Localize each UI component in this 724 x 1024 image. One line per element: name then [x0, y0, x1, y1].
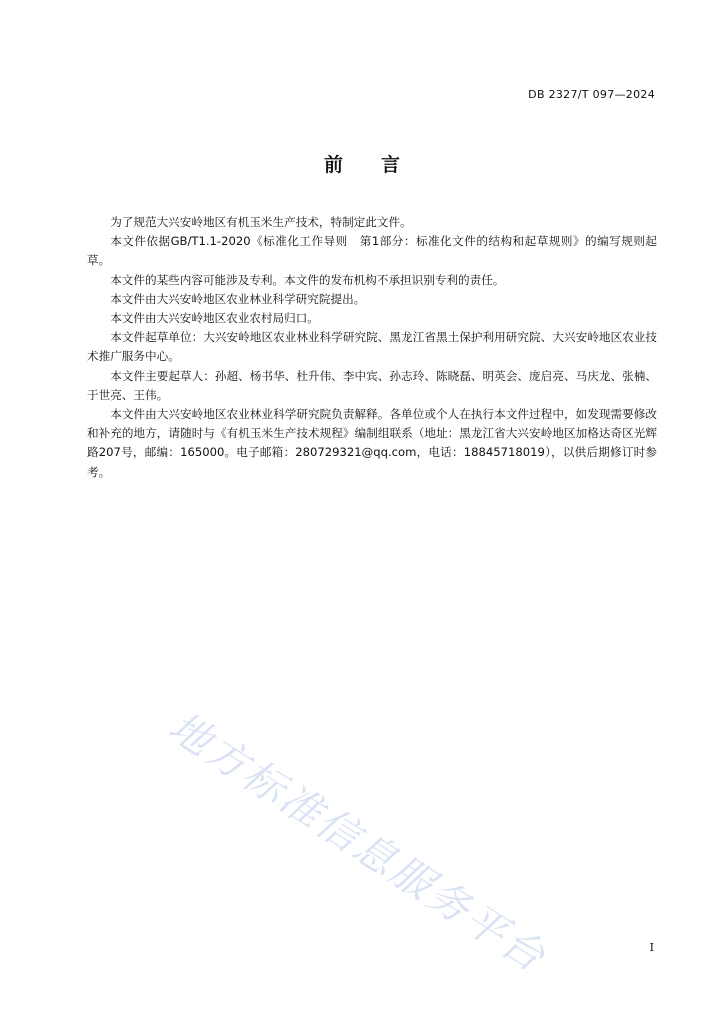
paragraph: 本文件由大兴安岭地区农业林业科学研究院提出。 [110, 291, 366, 306]
standard-code: DB 2327/T 097—2024 [528, 88, 655, 101]
paragraph: 为了规范大兴安岭地区有机玉米生产技术，特制定此文件。 [110, 215, 412, 229]
paragraph: 本文件起草单位：大兴安岭地区农业林业科学研究院、黑龙江省黑土保护利用研究院、大兴安岭地区农业技术推广服务中心。 [87, 330, 657, 364]
foreword-body [87, 213, 657, 482]
page-number: I [649, 941, 654, 954]
paragraph: 本文件由大兴安岭地区农业林业科学研究院负责解释。各单位或个人在执行本文件过程中，如发现需要修改和补充的地方，请随时与《有机玉米生产技术规程》编制组联系（地址：黑龙江省大兴安岭地区加格达奇区光辉路207号，邮编：165000。电子邮箱：280729321@qq.com，电话：18845718019），以供后期修订时参考。 [87, 407, 657, 479]
paragraph: 本文件依据GB/T1.1-2020《标准化工作导则 第1部分：标准化文件的结构和起草规则》的编写规则起草。 [87, 234, 657, 268]
watermark: 地方标准信息服务平台 [160, 702, 556, 983]
paragraph: 本文件主要起草人：孙超、杨书华、杜升伟、李中宾、孙志玲、陈晓磊、明英会、庞启亮、马庆龙、张楠、于世亮、王伟。 [87, 368, 657, 402]
paragraph: 本文件由大兴安岭地区农业农村局归口。 [110, 311, 319, 326]
paragraph: 本文件的某些内容可能涉及专利。本文件的发布机构不承担识别专利的责任。 [110, 272, 505, 287]
page-title: 前 言 [323, 154, 400, 176]
